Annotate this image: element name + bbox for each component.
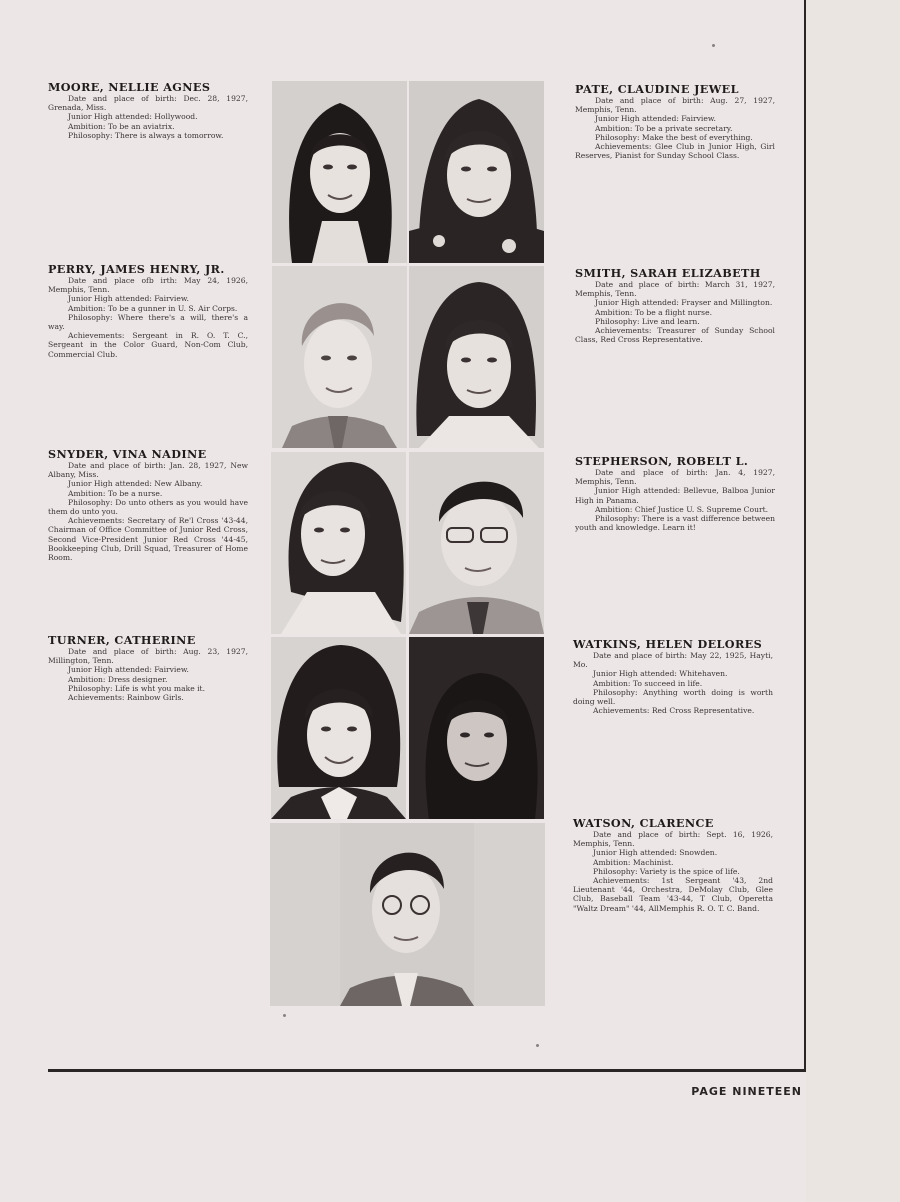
paper-speck <box>712 44 715 47</box>
bio-junior-high: Junior High attended: New Albany. <box>68 479 203 489</box>
portrait-photo-watson <box>340 823 474 1006</box>
bio-junior-high: Junior High attended: Snowden. <box>593 848 718 858</box>
portrait-photo-smith <box>409 266 544 448</box>
bio-moore <box>48 81 248 140</box>
student-name: PERRY, JAMES HENRY, JR. <box>48 262 225 276</box>
bio-perry <box>48 263 248 359</box>
bio-birth: Date and place of birth: Sept. 16, 1926, Memphis, Tenn. <box>573 830 773 849</box>
student-name: STEPHERSON, ROBELT L. <box>575 454 749 468</box>
bio-watson <box>573 817 773 913</box>
student-name: SNYDER, VINA NADINE <box>48 447 207 461</box>
bio-achievements: Achievements: Red Cross Representative. <box>593 706 755 716</box>
bio-achievements: Achievements: Sergeant in R. O. T. C., Sergeant in the Color Guard, Non-Com Club, Commercial Club. <box>48 331 248 359</box>
paper-speck <box>283 1014 286 1017</box>
bio-achievements: Achievements: Secretary of Re'l Cross '43-44, Chairman of Office Committee of Junior Red Cross, Second Vice-President Junior Red Cross '44-45, Bookkeeping Club, Drill Squad, Treasurer of Home Room. <box>48 516 248 563</box>
portrait-photo-snyder <box>271 452 406 634</box>
bio-birth: Date and place of birth: May 22, 1925, Hayti, Mo. <box>573 651 773 670</box>
bio-turner <box>48 634 248 702</box>
portrait-photo-turner <box>271 637 406 819</box>
bio-philosophy: Philosophy: Anything worth doing is worth doing well. <box>573 687 773 707</box>
bio-philosophy: Philosophy: Where there's a will, there's a way. <box>48 312 248 332</box>
bio-junior-high: Junior High attended: Bellevue, Balboa Junior High in Panama. <box>575 486 775 505</box>
bio-junior-high: Junior High attended: Fairview. <box>595 114 716 124</box>
portrait-photo-moore <box>272 81 407 263</box>
student-name: MOORE, NELLIE AGNES <box>48 80 211 94</box>
bio-pate <box>575 83 775 160</box>
student-name: PATE, CLAUDINE JEWEL <box>575 82 739 96</box>
bio-birth: Date and place of birth: Jan. 28, 1927, New Albany, Miss. <box>48 461 248 480</box>
bio-ambition: Ambition: To be a flight nurse. <box>595 307 712 317</box>
bio-junior-high: Junior High attended: Fairview. <box>68 294 189 304</box>
bio-philosophy: Philosophy: Do unto others as you would have them do unto you. <box>48 497 248 517</box>
portrait-photo-perry <box>272 266 407 448</box>
bio-birth: Date and place of birth: March 31, 1927, Memphis, Tenn. <box>575 280 775 299</box>
bio-philosophy: Philosophy: Live and learn. <box>595 316 700 326</box>
bio-ambition: Ambition: Chief Justice U. S. Supreme Court. <box>595 504 769 514</box>
paper-speck <box>536 1044 539 1047</box>
bio-achievements: Achievements: Treasurer of Sunday School Class, Red Cross Representative. <box>575 326 775 345</box>
bio-birth: Date and place of birth: Jan. 4, 1927, Memphis, Tenn. <box>575 468 775 487</box>
bio-achievements: Achievements: Glee Club in Junior High, Girl Reserves, Pianist for Sunday School Class. <box>575 142 775 161</box>
bio-stepherson <box>575 455 775 532</box>
student-name: SMITH, SARAH ELIZABETH <box>575 266 761 280</box>
bottom-rule <box>48 1069 806 1072</box>
bio-junior-high: Junior High attended: Frayser and Millington. <box>595 298 773 308</box>
portrait-photo-watkins <box>409 637 544 819</box>
bio-philosophy: Philosophy: Make the best of everything. <box>595 132 753 142</box>
student-name: WATSON, CLARENCE <box>573 816 714 830</box>
bio-philosophy: Philosophy: Life is wht you make it. <box>68 683 205 693</box>
bio-ambition: Ambition: Dress designer. <box>68 674 168 684</box>
bio-ambition: Ambition: To succeed in life. <box>593 678 703 688</box>
bio-birth: Date and place of birth: Dec. 28, 1927, Grenada, Miss. <box>48 94 248 113</box>
bio-ambition: Ambition: To be an aviatrix. <box>68 121 175 131</box>
page-number: PAGE NINETEEN <box>691 1085 802 1098</box>
bio-philosophy: Philosophy: There is always a tomorrow. <box>68 130 224 140</box>
student-name: WATKINS, HELEN DELORES <box>573 637 763 651</box>
portrait-photo-pate <box>409 81 544 263</box>
bio-ambition: Ambition: To be a private secretary. <box>595 123 733 133</box>
bio-watkins <box>573 638 773 715</box>
bio-achievements: Achievements: Rainbow Girls. <box>68 693 184 703</box>
student-name: TURNER, CATHERINE <box>48 633 196 647</box>
bio-junior-high: Junior High attended: Fairview. <box>68 665 189 675</box>
bio-birth: Date and place of birth: Aug. 23, 1927, Millington, Tenn. <box>48 647 248 666</box>
bio-ambition: Ambition: To be a gunner in U. S. Air Corps. <box>68 303 238 313</box>
right-border-rule <box>804 0 806 1072</box>
bio-philosophy: Philosophy: Variety is the spice of life. <box>593 866 740 876</box>
bio-philosophy: Philosophy: There is a vast difference between youth and knowledge. Learn it! <box>575 514 775 533</box>
bio-smith <box>575 267 775 344</box>
bio-junior-high: Junior High attended: Whitehaven. <box>593 669 728 679</box>
bio-ambition: Ambition: Machinist. <box>593 857 674 867</box>
bio-birth: Date and place of birth: Aug. 27, 1927, Memphis, Tenn. <box>575 96 775 115</box>
bio-birth: Date and place ofb irth: May 24, 1926, Memphis, Tenn. <box>48 276 248 295</box>
bio-achievements: Achievements: 1st Sergeant '43, 2nd Lieutenant '44, Orchestra, DeMolay Club, Glee Club, Baseball Team '43-44, T Club, Operetta "Waltz Dream" '44, AllMemphis R. O. T. C. Band. <box>573 876 773 913</box>
page-right-margin <box>806 0 900 1202</box>
bio-snyder <box>48 448 248 562</box>
portrait-photo-stepherson <box>409 452 544 634</box>
bio-ambition: Ambition: To be a nurse. <box>68 488 163 498</box>
bio-junior-high: Junior High attended: Hollywood. <box>68 112 198 122</box>
